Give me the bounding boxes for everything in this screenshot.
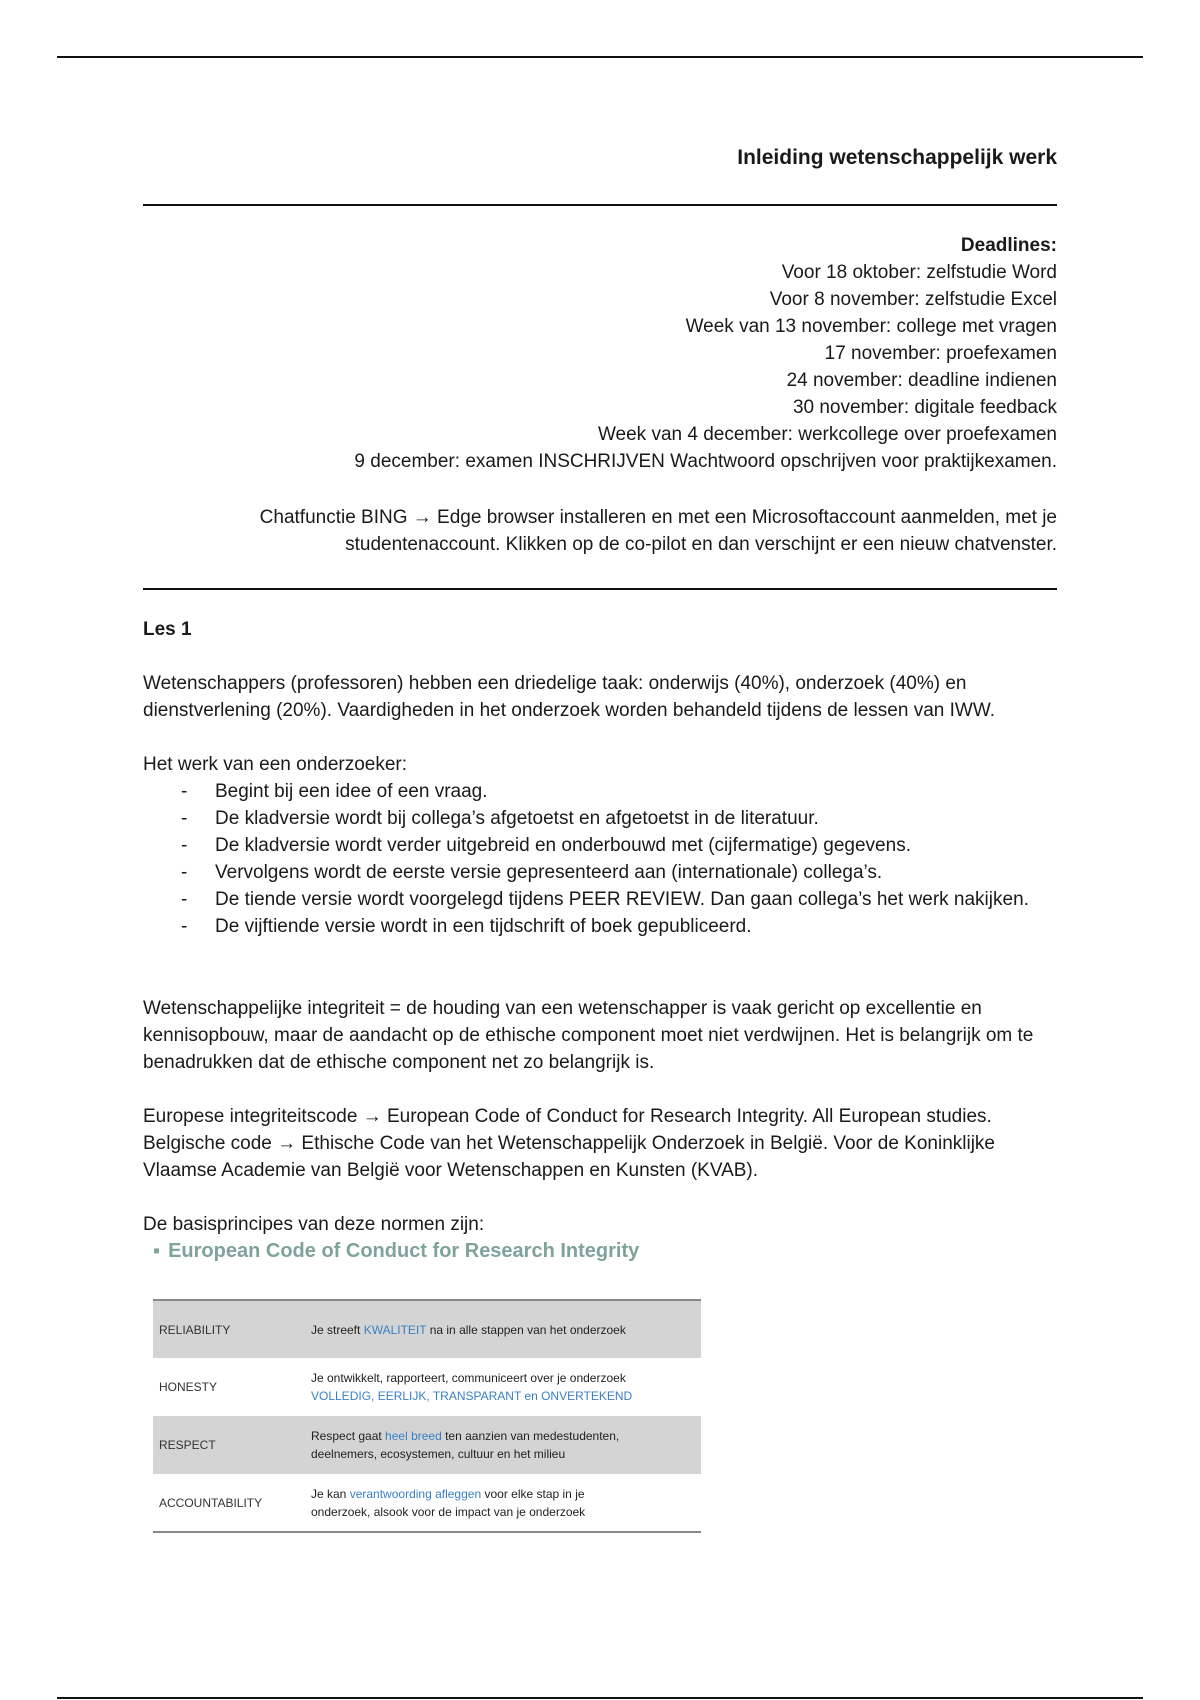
principle-description xyxy=(305,1474,701,1532)
bullet-icon: ▪ xyxy=(153,1240,161,1262)
list-item: - De tiende versie wordt voorgelegd tijdens PEER REVIEW. Dan gaan collega’s het werk nakijken. xyxy=(143,886,1057,913)
chat-note xyxy=(143,504,1057,558)
deadlines-heading: Deadlines: xyxy=(960,235,1057,256)
deadlines-block xyxy=(143,232,1057,475)
text: Je ontwikkelt, rapporteert, communiceert over je onderzoek xyxy=(311,1371,626,1385)
deadline-item: Week van 13 november: college met vragen xyxy=(685,316,1057,337)
description-line xyxy=(311,1485,695,1503)
paragraph-task: Wetenschappers (professoren) hebben een driedelige taak: onderwijs (40%), onderzoek (40%) en dienstverlening (20%). Vaardigheden in het onderzoek worden behandeld tijdens de lessen van IWW. xyxy=(143,673,996,721)
description-line xyxy=(311,1387,695,1405)
description-line: onderzoek, alsook voor de impact van je onderzoek xyxy=(311,1504,586,1519)
slide-heading xyxy=(153,1240,639,1263)
list-item: - De vijftiende versie wordt in een tijdschrift of boek gepubliceerd. xyxy=(143,913,1057,940)
top-rule xyxy=(57,56,1143,58)
bottom-rule xyxy=(57,1697,1143,1699)
principle-term: ACCOUNTABILITY xyxy=(159,1495,263,1510)
paragraph-codes xyxy=(143,1103,1057,1184)
description-line xyxy=(311,1369,695,1387)
highlight-text: VOLLEDIG, EERLIJK, TRANSPARANT en ONVERTEKEND xyxy=(311,1389,633,1403)
document-title: Inleiding wetenschappelijk werk xyxy=(737,146,1057,169)
list-item: - Vervolgens wordt de eerste versie gepresenteerd aan (internationale) collega’s. xyxy=(143,859,1057,886)
list-item: - De kladversie wordt bij collega’s afgetoetst en afgetoetst in de literatuur. xyxy=(143,805,1057,832)
principles-table xyxy=(153,1299,701,1533)
text: Respect gaat xyxy=(311,1429,386,1443)
table-row xyxy=(153,1300,701,1358)
code-line: Europese integriteitscode → European Code of Conduct for Research Integrity. All European studies. xyxy=(143,1106,992,1127)
table-row xyxy=(153,1416,701,1474)
principle-term: RESPECT xyxy=(159,1438,216,1452)
highlight-text: verantwoording afleggen xyxy=(349,1486,482,1501)
highlight-text: heel breed xyxy=(385,1429,442,1443)
highlight-text: KWALITEIT xyxy=(363,1322,427,1337)
principles-intro: De basisprincipes van deze normen zijn: xyxy=(143,1214,485,1235)
deadline-item: 24 november: deadline indienen xyxy=(786,370,1057,391)
slide-heading-text: European Code of Conduct for Research Integrity xyxy=(168,1240,640,1262)
researcher-intro: Het werk van een onderzoeker: xyxy=(143,754,408,775)
deadline-item: 9 december: examen INSCHRIJVEN Wachtwoord opschrijven voor praktijkexamen. xyxy=(354,451,1057,472)
principle-term: RELIABILITY xyxy=(159,1322,231,1337)
code-line: Belgische code → Ethische Code van het Wetenschappelijk Onderzoek in België. Voor de Koninklijke Vlaamse Academie van België voor Wetenschappen en Kunsten (KVAB). xyxy=(143,1133,995,1181)
text: voor elke stap in je xyxy=(481,1486,585,1501)
text: Je streeft xyxy=(311,1322,364,1337)
principle-description xyxy=(305,1358,701,1416)
table-row xyxy=(153,1358,701,1416)
chat-note-line: studentenaccount. Klikken op de co-pilot en dan verschijnt er een nieuw chatvenster. xyxy=(345,534,1057,555)
deadline-item: Voor 18 oktober: zelfstudie Word xyxy=(781,262,1057,283)
paragraph-integrity: Wetenschappelijke integriteit = de houding van een wetenschapper is vaak gericht op excellentie en kennisopbouw, maar de aandacht op de ethische component moet niet verdwijnen. Het is belangrijk om te benadrukken dat de ethische component net zo belangrijk is. xyxy=(143,998,1034,1073)
principle-description xyxy=(305,1300,701,1358)
divider xyxy=(143,204,1057,206)
list-item: - De kladversie wordt verder uitgebreid en onderbouwd met (cijfermatige) gegevens. xyxy=(143,832,1057,859)
divider xyxy=(143,588,1057,590)
chat-note-line: Chatfunctie BING → Edge browser installeren en met een Microsoftaccount aanmelden, met je xyxy=(259,507,1057,528)
principle-term: HONESTY xyxy=(159,1380,218,1394)
deadline-item: Week van 4 december: werkcollege over proefexamen xyxy=(597,424,1057,445)
text: Je kan xyxy=(311,1486,350,1501)
list-item: - Begint bij een idee of een vraag. xyxy=(143,778,1057,805)
principle-description xyxy=(305,1416,701,1474)
deadline-item: 17 november: proefexamen xyxy=(824,343,1057,364)
table-row xyxy=(153,1474,701,1532)
description-line xyxy=(311,1321,695,1339)
text: na in alle stappen van het onderzoek xyxy=(426,1322,626,1337)
deadline-item: Voor 8 november: zelfstudie Excel xyxy=(769,289,1057,310)
description-line: deelnemers, ecosystemen, cultuur en het milieu xyxy=(311,1447,566,1461)
lesson-title: Les 1 xyxy=(143,619,192,640)
deadline-item: 30 november: digitale feedback xyxy=(792,397,1057,418)
description-line xyxy=(311,1427,695,1445)
researcher-steps-list xyxy=(143,778,1057,940)
text: ten aanzien van medestudenten, xyxy=(441,1429,620,1443)
